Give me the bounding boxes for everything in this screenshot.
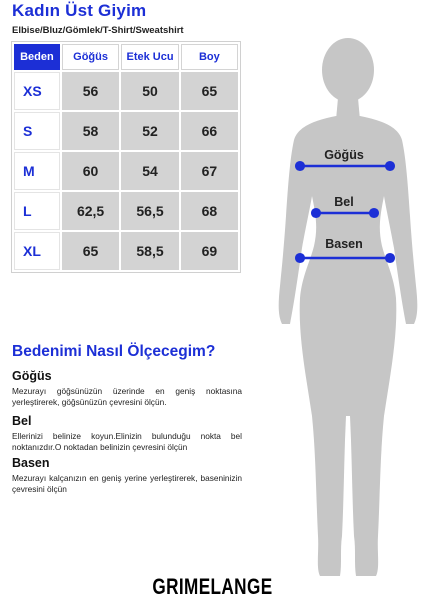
size-cell: M bbox=[14, 152, 60, 190]
waist-section-heading: Bel bbox=[12, 414, 32, 428]
table-cell: 52 bbox=[121, 112, 178, 150]
chest-measure-point bbox=[296, 162, 304, 170]
waist-section-text: Ellerinizi belinize koyun.Elinizin bulunduğu nokta bel noktanızdır.O noktadan belinizin çevresini ölçün bbox=[12, 431, 242, 452]
table-row bbox=[14, 232, 238, 270]
table-cell: 56,5 bbox=[121, 192, 178, 230]
table-cell: 50 bbox=[121, 72, 178, 110]
waist-label: Bel bbox=[334, 195, 354, 209]
table-header-size: Beden bbox=[14, 44, 60, 70]
table-row bbox=[14, 112, 238, 150]
silhouette-shape bbox=[279, 38, 418, 576]
table-header-chest: Göğüs bbox=[62, 44, 120, 70]
body-silhouette-figure bbox=[272, 36, 422, 596]
chest-section-text: Mezurayı göğsünüzün üzerinde en geniş noktasına yerleştirerek, göğsünüzün çevresini ölçün. bbox=[12, 386, 242, 407]
table-cell: 54 bbox=[121, 152, 178, 190]
table-cell: 56 bbox=[62, 72, 120, 110]
table-row bbox=[14, 192, 238, 230]
table-cell: 68 bbox=[181, 192, 238, 230]
table-cell: 58 bbox=[62, 112, 120, 150]
chest-section-heading: Göğüs bbox=[12, 369, 52, 383]
table-cell: 65 bbox=[181, 72, 238, 110]
hip-label: Basen bbox=[325, 237, 363, 251]
page-subtitle: Elbise/Bluz/Gömlek/T-Shirt/Sweatshirt bbox=[12, 25, 184, 36]
size-cell: S bbox=[14, 112, 60, 150]
table-cell: 67 bbox=[181, 152, 238, 190]
size-table bbox=[12, 42, 240, 272]
table-cell: 58,5 bbox=[121, 232, 178, 270]
chest-measure-point bbox=[386, 162, 394, 170]
table-cell: 60 bbox=[62, 152, 120, 190]
hip-measure-point bbox=[386, 254, 394, 262]
guide-title: Bedenimi Nasıl Ölçecegim? bbox=[12, 343, 216, 360]
table-header-row bbox=[14, 44, 238, 70]
hip-measure-point bbox=[296, 254, 304, 262]
page-title: Kadın Üst Giyim bbox=[12, 1, 147, 20]
table-cell: 62,5 bbox=[62, 192, 120, 230]
table-cell: 69 bbox=[181, 232, 238, 270]
size-cell: XL bbox=[14, 232, 60, 270]
table-header-hem: Etek Ucu bbox=[121, 44, 178, 70]
table-cell: 66 bbox=[181, 112, 238, 150]
size-cell: XS bbox=[14, 72, 60, 110]
size-cell: L bbox=[14, 192, 60, 230]
brand-logo: GRIMELANGE bbox=[152, 574, 273, 599]
waist-measure-point bbox=[370, 209, 378, 217]
table-row bbox=[14, 152, 238, 190]
hip-section-heading: Basen bbox=[12, 456, 50, 470]
hip-section-text: Mezurayı kalçanızın en geniş yerine yerleştirerek, baseninizin çevresini ölçün bbox=[12, 473, 242, 494]
table-header-length: Boy bbox=[181, 44, 238, 70]
table-row bbox=[14, 72, 238, 110]
waist-measure-point bbox=[312, 209, 320, 217]
chest-label: Göğüs bbox=[324, 148, 364, 162]
table-cell: 65 bbox=[62, 232, 120, 270]
